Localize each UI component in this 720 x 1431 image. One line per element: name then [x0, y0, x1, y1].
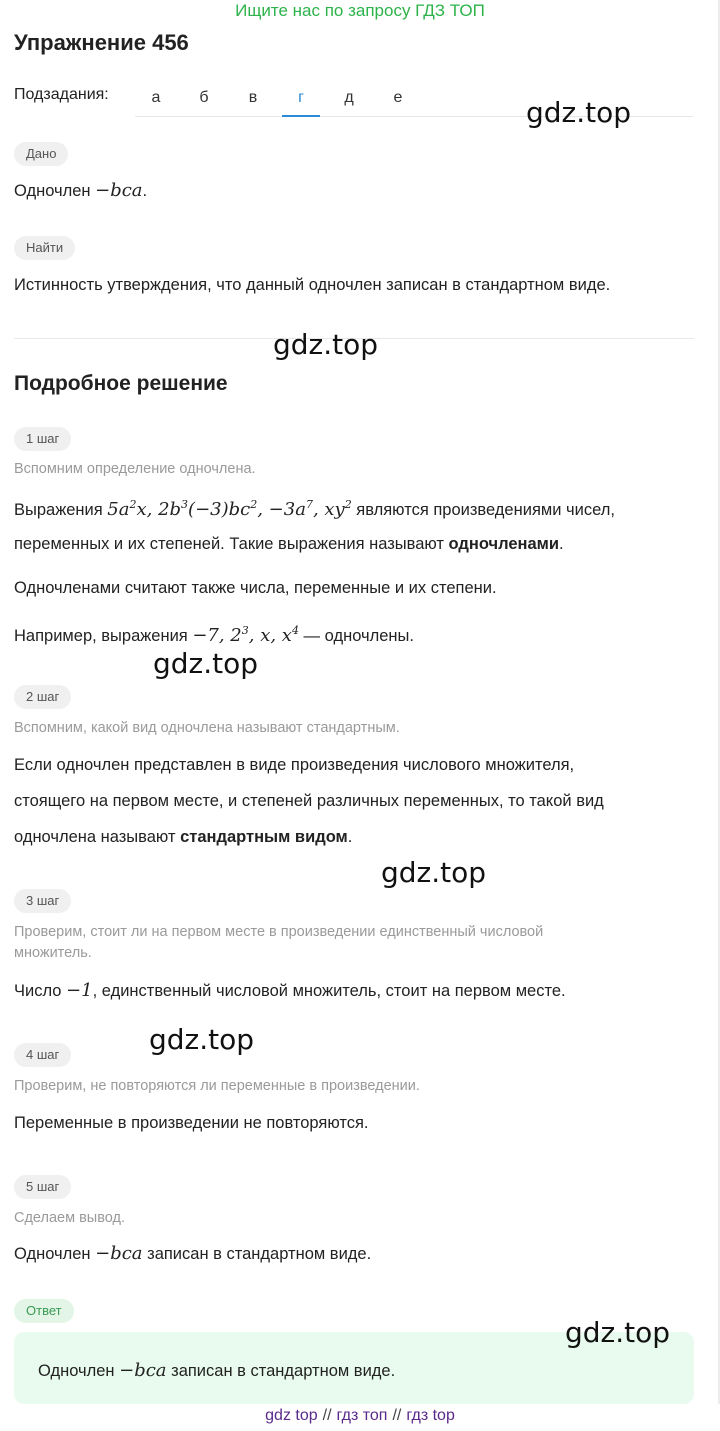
tab-g[interactable]: г [282, 86, 320, 110]
step-3-hint-line-2: множитель. [14, 945, 92, 961]
footer-link-gdz-top[interactable]: gdz top [265, 1407, 318, 1424]
step-3-text: Число −1, единственный числовой множитель, стоит на первом месте. [14, 980, 566, 1001]
given-text: Одночлен −bca. [14, 180, 148, 201]
answer-text: Одночлен −bca записан в стандартном виде. [38, 1360, 396, 1381]
step-2-line-3: одночлена называют стандартным видом. [14, 828, 353, 846]
page-title: Упражнение 456 [14, 30, 189, 55]
watermark: gdz.top [526, 96, 632, 129]
search-banner: Ищите нас по запросу ГДЗ ТОП [235, 1, 485, 20]
tab-a[interactable]: а [151, 89, 161, 106]
footer-link-gdz-top-mixed[interactable]: гдз top [406, 1407, 455, 1424]
step-1-paragraph-3: Например, выражения −7, $2^3$, x, $x^4$ — одночлены. [14, 624, 414, 646]
find-tag: Найти [14, 236, 75, 260]
tab-d[interactable]: д [344, 89, 354, 106]
footer-separator: // [322, 1407, 332, 1424]
step-1-paragraph-1-line-2: переменных и их степеней. Такие выражения называют одночленами. [14, 535, 564, 553]
watermark: gdz.top [381, 856, 487, 889]
tab-e[interactable]: е [393, 89, 403, 106]
step-3-tag: 3 шаг [14, 889, 71, 913]
footer-separator: // [392, 1407, 402, 1424]
answer-tag: Ответ [14, 1299, 74, 1323]
tab-v[interactable]: в [248, 89, 258, 106]
subtasks-label: Подзадания: [14, 86, 109, 103]
given-tag: Дано [14, 142, 68, 166]
step-5-hint: Сделаем вывод. [14, 1210, 126, 1226]
step-2-hint: Вспомним, какой вид одночлена называют стандартным. [14, 720, 400, 736]
step-4-hint: Проверим, не повторяются ли переменные в произведении. [14, 1078, 420, 1094]
solution-title: Подробное решение [14, 372, 228, 395]
step-2-line-1: Если одночлен представлен в виде произведения числового множителя, [14, 756, 575, 774]
watermark: gdz.top [153, 647, 259, 680]
watermark: gdz.top [565, 1316, 671, 1349]
step-5-tag: 5 шаг [14, 1175, 71, 1199]
step-2-line-2: стоящего на первом месте, и степеней различных переменных, то такой вид [14, 792, 604, 810]
step-2-tag: 2 шаг [14, 685, 71, 709]
tab-b[interactable]: б [199, 89, 209, 106]
step-1-paragraph-2: Одночленами считают также числа, переменные и их степени. [14, 579, 497, 597]
step-3-hint-line-1: Проверим, стоит ли на первом месте в произведении единственный числовой [14, 924, 544, 940]
footer-link-gdz-top-ru[interactable]: гдз топ [336, 1407, 388, 1424]
step-1-hint: Вспомним определение одночлена. [14, 461, 256, 477]
watermark: gdz.top [149, 1023, 255, 1056]
find-text: Истинность утверждения, что данный одночлен записан в стандартном виде. [14, 276, 611, 294]
step-4-tag: 4 шаг [14, 1043, 71, 1067]
watermark: gdz.top [273, 328, 379, 361]
footer-links [0, 1404, 720, 1431]
step-5-text: Одночлен −bca записан в стандартном виде. [14, 1243, 372, 1264]
step-1-tag: 1 шаг [14, 427, 71, 451]
step-1-paragraph-1: Выражения $5a^2x$, $2b^3(-3)bc^2$, $-3a^7$, $xy^2$ являются произведениями чисел, [14, 498, 615, 520]
step-4-text: Переменные в произведении не повторяются. [14, 1114, 369, 1132]
